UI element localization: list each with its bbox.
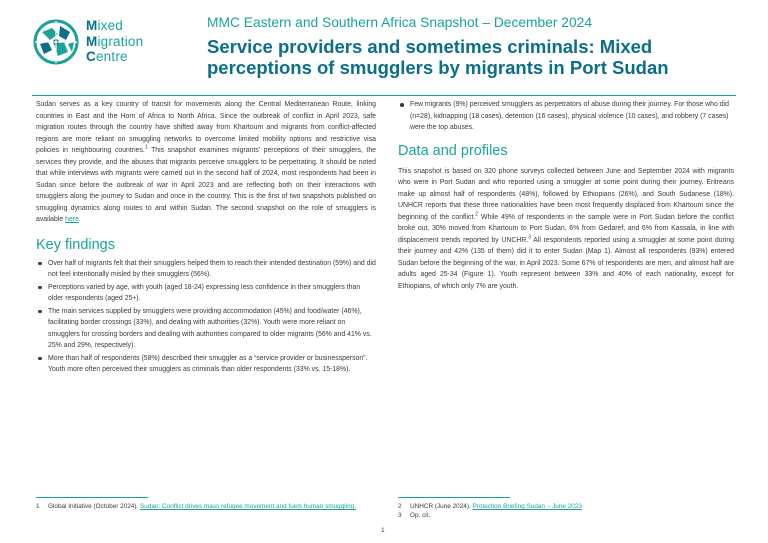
footnote-1: 1 Global Initiative (October 2024). Sudan: Conflict drives mass refugee movement and fuels human smuggling. xyxy=(36,503,356,510)
page-number: 1 xyxy=(381,527,385,534)
second-snapshot-link[interactable]: here xyxy=(65,216,79,223)
footnote-divider-right xyxy=(398,497,510,498)
logo-wordmark: Mixed Migration Centre xyxy=(86,18,144,64)
globe-logo-icon xyxy=(32,18,80,66)
footnote-divider-left xyxy=(36,497,148,498)
key-findings-list xyxy=(36,258,376,376)
bullet-icon xyxy=(400,103,404,107)
footnote-ref-1[interactable]: 1 xyxy=(144,144,148,151)
bullet-icon xyxy=(38,286,42,290)
header-divider xyxy=(32,95,736,96)
key-findings-list-continued xyxy=(398,99,734,134)
list-item: Over half of migrants felt that their smugglers helped them to reach their intended destination (59%) and did not feel intentionally misled by their smugglers (56%). xyxy=(36,258,376,281)
bullet-icon xyxy=(38,262,42,266)
mmc-logo xyxy=(32,16,192,72)
report-title: Service providers and sometimes criminals: Mixed perceptions of smugglers by migrants in Port Sudan xyxy=(207,36,669,78)
bullet-icon xyxy=(38,357,42,361)
left-column xyxy=(36,99,376,377)
list-item: More than half of respondents (58%) described their smuggler as a “service provider or businessperson”. Youth more often perceived their smugglers as criminals than older respondents (33% vs. 15-18%). xyxy=(36,353,376,376)
footnote-2-link[interactable]: Protection Briefing Sudan – June 2023 xyxy=(472,503,582,510)
key-findings-heading: Key findings xyxy=(36,236,115,253)
right-column xyxy=(398,99,734,292)
data-profiles-paragraph: This snapshot is based on 320 phone surveys collected between June and September 2024 with migrants who were in Port Sudan and who reported using a smuggler at some point during their journey. Eritreans make up almost half of respondents (48%), followed by Ethiopians (26%), and South Sudanese (18%). UNHCR reports that these three nationalities have been most frequently displaced from Khartoum since the beginning of the conflict.$^2$ While 49% of respondents in the sample were in Port Sudan before the conflict broke out, 30% moved from Khartoum to Port Sudan, 6% from Gedaref, and 6% from Kassala, in line with displacement trends reported by UNCHR.$^3$ All respondents reported using a smuggler at some point during their journey and 42% (135 of them) did it to enter Sudan (Map 1). Almost all respondents (93%) entered Sudan before the beginning of the war, in April 2023. Some 67% of respondents are men, and almost half are adults aged 25-34 (Figure 1). Youth represent between 33% and 40% of each nationality, except for Ethiopians, of which only 7% are youth. xyxy=(398,167,734,290)
footnote-2: 2 UNHCR (June 2024). Protection Briefing Sudan – June 2023 xyxy=(398,503,582,510)
list-item: Few migrants (9%) perceived smugglers as perpetrators of abuse during their journey. For those who did (n=28), kidnapping (18 cases), detention (16 cases), physical violence (10 cases), and robbery (7 cases) were the top abuses. xyxy=(398,99,734,134)
data-profiles-heading: Data and profiles xyxy=(398,142,508,159)
footnote-ref-2[interactable]: 2 xyxy=(475,211,479,218)
footnote-3: 3 Op. cit. xyxy=(398,511,431,519)
footnote-ref-3[interactable]: 3 xyxy=(528,234,531,241)
intro-paragraph: Sudan serves as a key country of transit for movements along the Central Mediterranean Route, linking countries in East and the Horn of Africa to North Africa. Since the outbreak of conflict in April 2023, safe migration routes through the country have shifted away from Khartoum and migrants from conflict-affected regions are more reliant on smuggling networks to overcome limited mobility options and restrictive visa policies in neighbouring countries.$^1$ This snapshot examines migrants' perceptions of their smugglers, the services they provide, and the abuses that migrants perceive smugglers to be perpetrating. It should be noted that while interviews with migrants were carried out in the second half of 2024, most respondents had been in Sudan since before the outbreak of war in April 2023 and are reflecting both on their interactions with smugglers along the journey to Sudan and once in the country. This is the first of two snapshots published on smuggling dynamics along routes to and within Sudan. The second snapshot on the role of smugglers is available here. xyxy=(36,101,377,223)
bullet-icon xyxy=(38,310,42,314)
list-item: The main services supplied by smugglers were providing accommodation (45%) and food/water (46%), facilitating border crossings (33%), and dealing with authorities (32%). Youth were more reliant on smugglers for crossing borders and dealing with authorities compared to older migrants (56% and 41% vs. 25% and 29%, respectively). xyxy=(36,306,376,352)
header xyxy=(207,14,747,78)
list-item: Perceptions varied by age, with youth (aged 18-24) expressing less confidence in their smugglers than older respondents (aged 25+). xyxy=(36,282,376,305)
footnote-1-link[interactable]: Sudan: Conflict drives mass refugee movement and fuels human smuggling. xyxy=(140,503,356,510)
report-subtitle: MMC Eastern and Southern Africa Snapshot – December 2024 xyxy=(207,15,592,30)
